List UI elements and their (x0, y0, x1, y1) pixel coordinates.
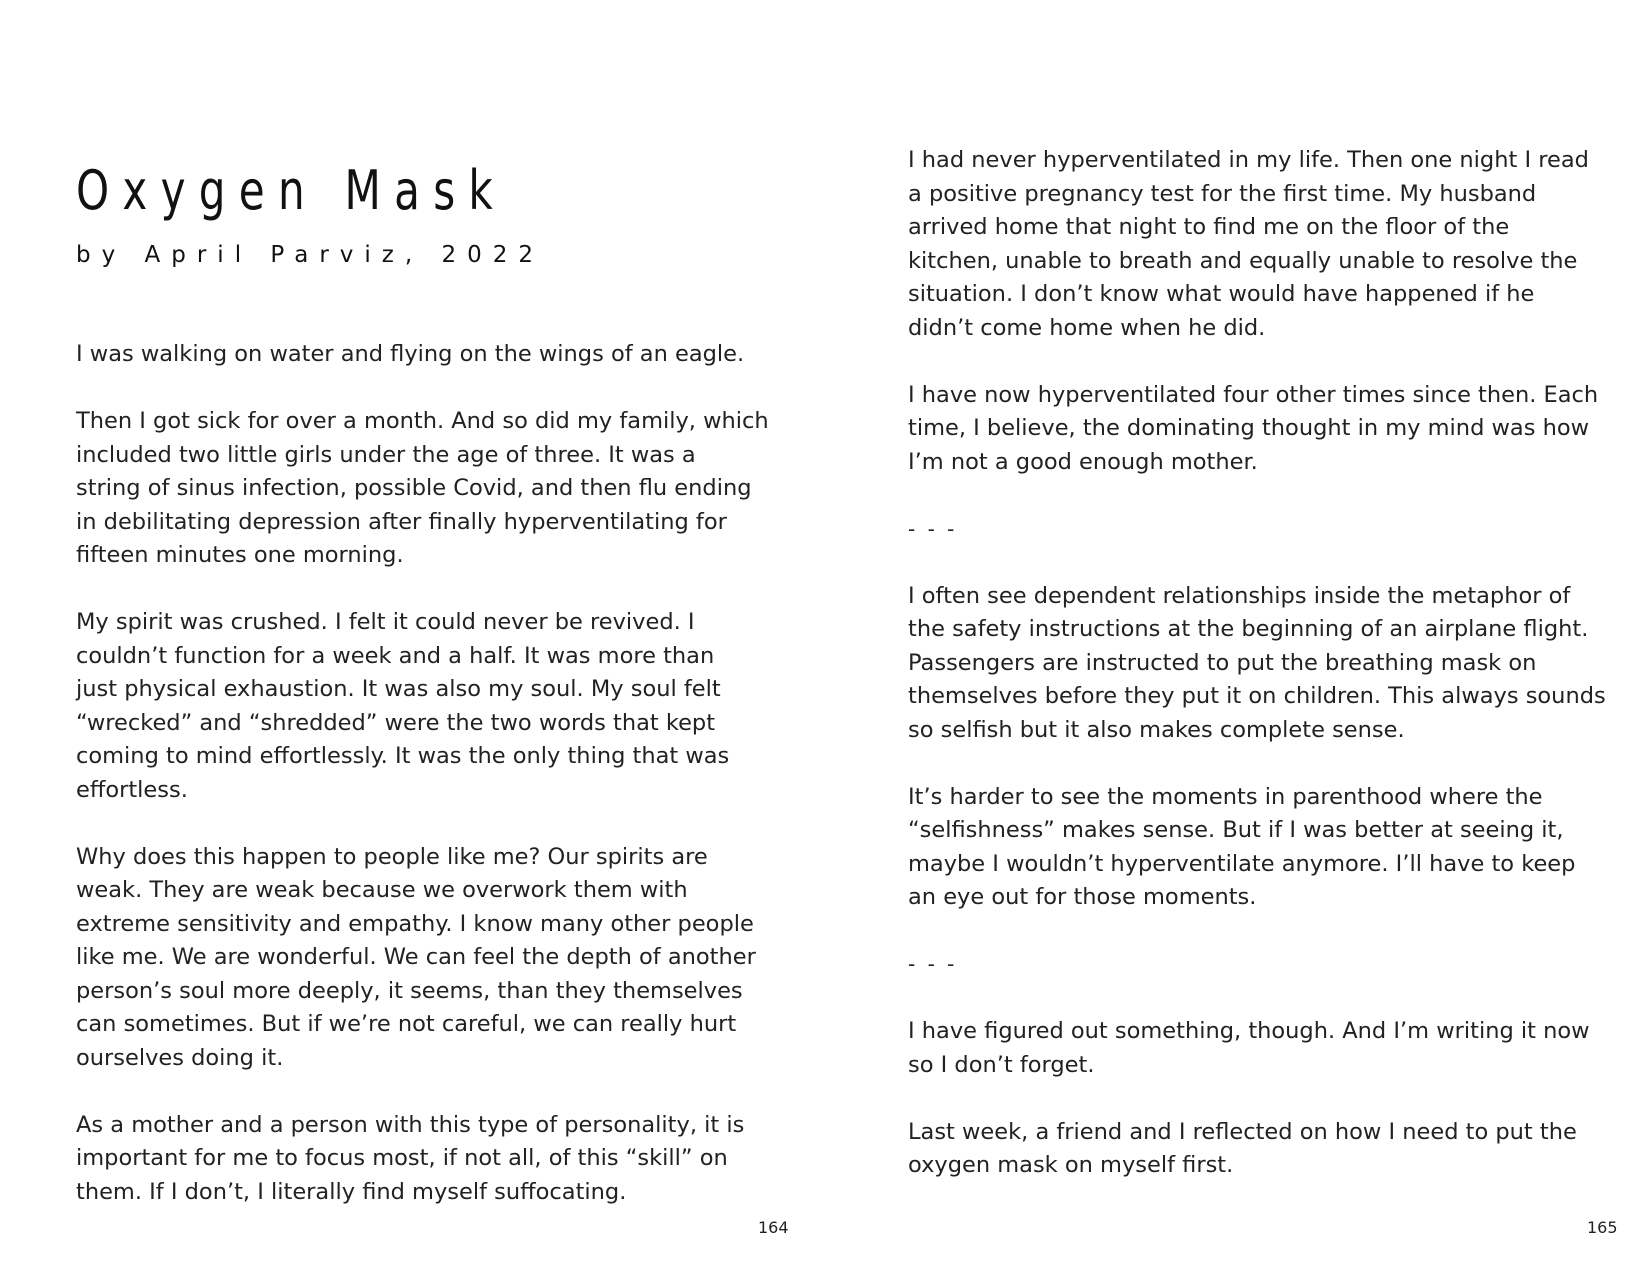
text-line: I’m not a good enough mother. (908, 448, 1258, 475)
paragraph (908, 580, 1628, 748)
text-line: important for me to focus most, if not all, of this “skill” on (76, 1145, 728, 1171)
byline: by April Parviz, 2022 (76, 242, 545, 268)
paragraph (76, 405, 776, 573)
text-line: in debilitating depression after finally hyperventilating for (76, 508, 727, 535)
section-separator (908, 513, 1628, 547)
paragraph (908, 144, 1628, 345)
text-line: I have figured out something, though. And I’m writing it now (908, 1018, 1590, 1044)
text-line: them. If I don’t, I literally find myself suffocating. (76, 1178, 627, 1205)
text-line: so I don’t forget. (908, 1051, 1095, 1078)
text-line: It’s harder to see the moments in parenthood where the (908, 783, 1543, 810)
text-line: “selfishness” makes sense. But if I was better at seeing it, (908, 817, 1564, 843)
text-line: Then I got sick for over a month. And so did my family, which (76, 408, 769, 434)
paragraph (908, 379, 1628, 480)
text-line: I was walking on water and flying on the wings of an eagle. (76, 341, 745, 367)
text-line: effortless. (76, 776, 188, 803)
text-line: Passengers are instructed to put the breathing mask on (908, 649, 1537, 676)
text-line: “wrecked” and “shredded” were the two words that kept (76, 709, 716, 736)
text-line: the safety instructions at the beginning of an airplane flight. (908, 616, 1589, 642)
text-line: weak. They are weak because we overwork them with (76, 877, 688, 903)
paragraph (76, 338, 776, 372)
paragraph (76, 606, 776, 807)
text-line: My spirit was crushed. I felt it could never be revived. I (76, 609, 695, 635)
text-line: a positive pregnancy test for the first time. My husband (908, 180, 1537, 207)
separator-text: - - - (908, 516, 958, 541)
text-line: so selfish but it also makes complete sense. (908, 716, 1405, 743)
text-line: As a mother and a person with this type of personality, it is (76, 1111, 745, 1138)
text-line: ourselves doing it. (76, 1044, 284, 1071)
paragraph (908, 781, 1628, 915)
text-line: an eye out for those moments. (908, 884, 1257, 910)
text-line: fifteen minutes one morning. (76, 542, 404, 568)
text-line: included two little girls under the age of three. It was a (76, 441, 696, 468)
text-line: string of sinus infection, possible Covid, and then flu ending (76, 475, 752, 501)
text-line: oxygen mask on myself first. (908, 1152, 1234, 1178)
text-line: like me. We are wonderful. We can feel the depth of another (76, 944, 756, 970)
text-line: I often see dependent relationships inside the metaphor of (908, 582, 1571, 609)
separator-text: - - - (908, 952, 958, 976)
text-line: I had never hyperventilated in my life. Then one night I read (908, 147, 1589, 173)
left-body-text (76, 338, 776, 1243)
text-line: I have now hyperventilated four other times since then. Each (908, 381, 1599, 408)
text-line: Why does this happen to people like me? Our spirits are (76, 843, 708, 870)
right-body-text (908, 144, 1628, 1216)
text-line: themselves before they put it on children. This always sounds (908, 683, 1606, 709)
paragraph (908, 1116, 1628, 1183)
page-title: Oxygen Mask (76, 159, 507, 222)
text-line: kitchen, unable to breath and equally unable to resolve the (908, 247, 1578, 274)
text-line: coming to mind effortlessly. It was the only thing that was (76, 743, 730, 769)
text-line: time, I believe, the dominating thought in my mind was how (908, 415, 1589, 441)
page-number: 165 (1587, 1218, 1618, 1237)
paragraph (76, 841, 776, 1076)
text-line: didn’t come home when he did. (908, 314, 1266, 341)
right-page (825, 0, 1650, 1275)
text-line: just physical exhaustion. It was also my soul. My soul felt (76, 676, 721, 702)
section-separator (908, 948, 1628, 982)
paragraph (76, 1109, 776, 1210)
page-number: 164 (758, 1218, 789, 1237)
text-line: couldn’t function for a week and a half. It was more than (76, 642, 715, 669)
text-line: maybe I wouldn’t hyperventilate anymore. I’ll have to keep (908, 850, 1576, 877)
paragraph (908, 1015, 1628, 1082)
text-line: person’s soul more deeply, it seems, than they themselves (76, 977, 743, 1004)
text-line: extreme sensitivity and empathy. I know many other people (76, 910, 754, 937)
text-line: can sometimes. But if we’re not careful, we can really hurt (76, 1011, 737, 1037)
text-line: situation. I don’t know what would have happened if he (908, 281, 1535, 307)
text-line: Last week, a friend and I reflected on how I need to put the (908, 1118, 1577, 1145)
text-line: arrived home that night to find me on the floor of the (908, 214, 1510, 240)
